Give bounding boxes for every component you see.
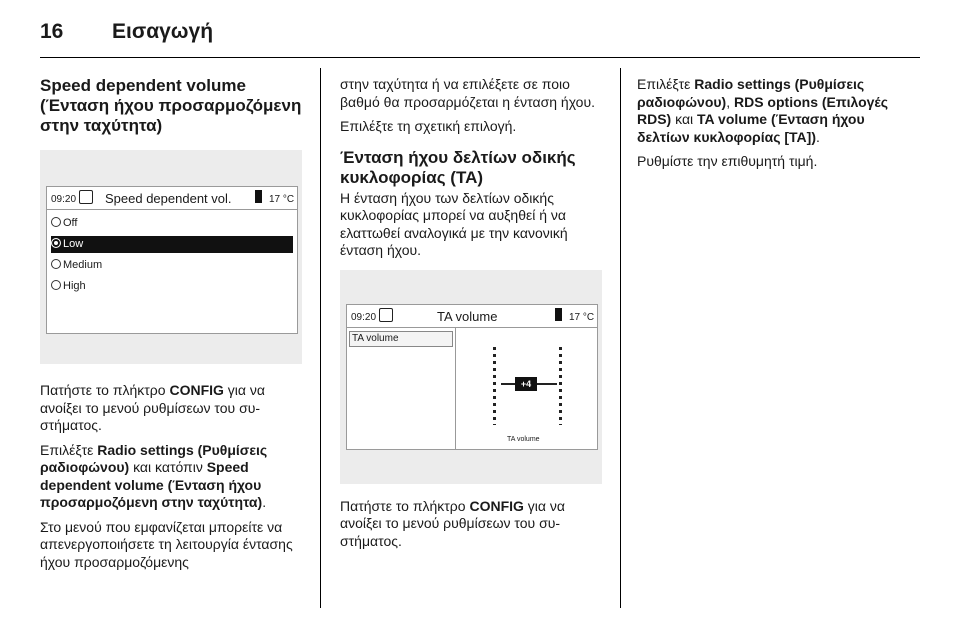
status-bar [47,187,297,210]
battery-icon [555,308,562,321]
option-label: Medium [63,259,103,271]
slider-value-badge[interactable]: +4 [515,377,537,391]
header-rule [40,57,920,58]
option-high[interactable] [51,278,293,295]
column-2 [340,76,602,557]
slider-scale-left [493,347,496,425]
page-title: Εισαγωγή [112,20,214,43]
option-label: High [63,280,86,292]
option-label: Off [63,217,78,229]
display-screen [46,186,298,334]
section-heading-speed-volume: Speed dependent volume (Ένταση ήχου προσαρμοζόμενη στην ταχύτητα) [40,76,302,135]
option-low[interactable] [51,236,293,253]
clock-icon [379,308,393,322]
screen-title: TA volume [437,308,498,324]
paragraph: Ρυθμίστε την επιθυμητή τιμή. [637,153,818,169]
ta-volume-figure [340,270,602,484]
option-label: Low [63,238,84,250]
paragraph: στην ταχύτητα ή να επιλέξετε σε ποιο βαθμό θα προσαρμόζεται η ένταση ήχου. [340,76,595,110]
screen-divider [455,327,456,449]
temperature: 17 °C [569,311,595,323]
clock-icon [79,190,93,204]
page-number: 16 [40,20,64,43]
option-medium[interactable] [51,257,293,274]
paragraph: Η ένταση ήχου των δελτίων οδικής κυκλοφορίας μπορεί να αυξηθεί ή να ελαττωθεί αναλογικά με την κανονική ένταση ήχου. [340,189,568,258]
ta-volume-menu-item[interactable]: TA volume [349,331,453,347]
status-bar [347,305,597,328]
paragraph: Επιλέξτε Radio settings (Ρυθμίσεις ραδιοφώνου) και κατόπιν Speed dependent volume (Ένταση ήχου προσαρμοζόμενη στην ταχύτητα). [40,441,268,510]
column-1 [40,76,302,578]
option-off[interactable] [51,215,293,232]
radio-selected-icon [51,238,61,248]
slider-caption: TA volume [507,435,540,443]
clock-time: 09:20 [51,194,77,205]
paragraph: Πατήστε το πλήκτρο CONFIG για να ανοίξει το μενού ρυθμίσεων του συ-στήματος. [40,382,265,433]
temperature: 17 °C [269,194,295,205]
section-heading-ta-volume: Ένταση ήχου δελτίων οδικής κυκλοφορίας (TA) [340,147,576,187]
radio-icon [51,280,61,290]
slider-scale-right [559,347,562,425]
screen-title: Speed dependent vol. [105,191,232,206]
clock-time: 09:20 [351,311,377,323]
paragraph: Επιλέξτε τη σχετική επιλογή. [340,118,517,134]
battery-icon [255,190,262,203]
column-3 [637,76,899,178]
paragraph: Στο μενού που εμφανίζεται μπορείτε να απενεργοποιήσετε τη λειτουργία έντασης ήχου προσαρμοζόμενης [40,518,293,570]
radio-icon [51,259,61,269]
paragraph: Πατήστε το πλήκτρο CONFIG για να ανοίξει το μενού ρυθμίσεων του συ-στήματος. [340,497,565,549]
paragraph: Επιλέξτε Radio settings (Ρυθμίσεις ραδιοφώνου), RDS options (Επιλογές RDS) και TA volume (Ένταση ήχου δελτίων κυκλοφορίας [TA]). [637,76,889,145]
column-divider-1 [320,68,321,608]
column-divider-2 [620,68,621,608]
radio-icon [51,217,61,227]
speed-volume-figure [40,150,302,364]
display-screen [346,304,598,450]
